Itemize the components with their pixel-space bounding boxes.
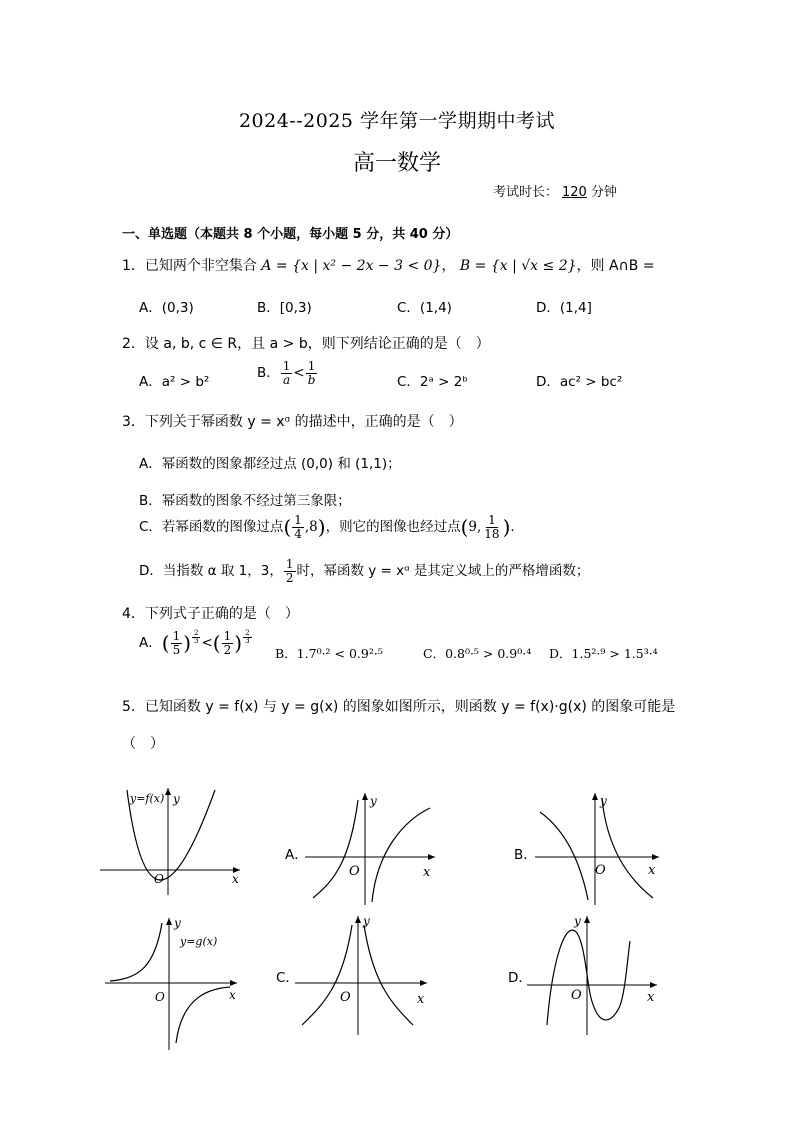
q3-option-d[interactable]: D．当指数 α 取 1，3， $\frac{1}{2}$ 时，幂函数 y = xᵅ 是其定义域上的严格增函数； <box>139 557 590 585</box>
q1-option-c[interactable]: C．(1,4) <box>397 300 452 316</box>
svg-text:O: O <box>571 988 582 1003</box>
g-label: y=g(x) <box>180 935 218 948</box>
q1-set-b: B = {x | √x ≤ 2} <box>459 258 577 274</box>
q1-number: 1． <box>122 258 145 274</box>
q5-option-b-graph[interactable] <box>535 790 665 905</box>
q5-option-a-label[interactable]: A． <box>285 847 308 863</box>
svg-text:O: O <box>349 864 360 879</box>
q3-option-b[interactable]: B．幂函数的图象不经过第三象限； <box>139 493 351 509</box>
q2-option-b[interactable]: B． $\frac{1}{a}$ < $\frac{1}{b}$ <box>257 359 316 387</box>
q5-option-a-graph[interactable] <box>305 790 440 905</box>
exam-title: 2024--2025 学年第一学期期中考试 <box>238 110 556 132</box>
duration-unit: 分钟 <box>590 185 617 200</box>
fraction-1-over-18: $\frac{1}{18}$ <box>484 513 500 541</box>
q5-option-d-label[interactable]: D． <box>508 970 532 986</box>
duration-label: 考试时长： <box>493 185 559 200</box>
q3-option-c[interactable]: C．若幂函数的图像过点( $\frac{1}{4}$ ,8)，则它的图像也经过点(9, $\frac{1}{18}$ ). <box>139 513 515 541</box>
fraction-1-over-2: $\frac{1}{2}$ <box>223 629 232 657</box>
svg-text:O: O <box>155 990 165 1004</box>
fraction-1-over-2: $\frac{1}{2}$ <box>285 557 294 585</box>
svg-text:x: x <box>417 992 425 1007</box>
question-3-stem: 3．下列关于幂函数 y = xᵅ 的描述中，正确的是（ ） <box>122 414 463 430</box>
q3-option-a[interactable]: A．幂函数的图象都经过点 (0,0) 和 (1,1)； <box>139 456 401 472</box>
q2-option-a[interactable]: A．a² > b² <box>139 374 210 390</box>
fraction-1-over-b: $\frac{1}{b}$ <box>307 359 316 387</box>
svg-text:y: y <box>370 794 377 808</box>
q4-option-a[interactable]: A．( $\frac{1}{5}$ ) $\frac{2}{3}$ <( $\frac{1}{2}$ ) $\frac{2}{3}$ <box>139 629 250 657</box>
svg-text:O: O <box>154 872 164 886</box>
svg-text:y: y <box>574 914 581 928</box>
question-2-stem <box>122 333 490 353</box>
q2-option-b-label: B． <box>257 365 280 382</box>
section-title: 一、单选题（本题共 8 个小题，每小题 5 分，共 40 分） <box>122 227 459 242</box>
q2-option-c[interactable]: C．2ᵃ > 2ᵇ <box>397 374 469 390</box>
graph-g <box>105 915 245 1050</box>
question-5-stem: 5．已知函数 y = f(x) 与 y = g(x) 的图象如图所示，则函数 y = f(x)·g(x) 的图象可能是 <box>122 699 676 715</box>
exam-subtitle: 高一数学 <box>352 151 441 176</box>
q1-tail: ，则 A∩B = <box>576 258 655 274</box>
svg-text:O: O <box>595 863 606 878</box>
q5-option-d-graph[interactable] <box>527 913 665 1035</box>
q1-option-d[interactable]: D．(1,4] <box>536 300 592 316</box>
f-label: y=f(x) <box>130 792 165 805</box>
fraction-1-over-5: $\frac{1}{5}$ <box>172 629 181 657</box>
svg-text:y: y <box>174 916 181 930</box>
duration-value: 120 <box>562 185 587 200</box>
exam-duration <box>493 181 617 200</box>
fraction-1-over-a: $\frac{1}{a}$ <box>282 359 291 387</box>
question-5-paren: （ ） <box>122 736 164 752</box>
q2-number: 2． <box>122 336 145 352</box>
q2-option-d[interactable]: D．ac² > bc² <box>536 374 623 390</box>
q5-option-c-graph[interactable] <box>295 913 435 1035</box>
svg-text:x: x <box>648 863 656 878</box>
q4-option-d[interactable]: D．1.5²·⁹ > 1.5³·⁴ <box>549 646 658 661</box>
svg-text:x: x <box>423 865 431 880</box>
q1-text: 已知两个非空集合 <box>144 258 257 274</box>
svg-text:O: O <box>340 990 351 1005</box>
q2-text: 设 a, b, c ∈ R，且 a > b，则下列结论正确的是（ ） <box>144 336 490 352</box>
svg-text:y: y <box>363 914 370 928</box>
svg-text:y: y <box>600 794 607 808</box>
svg-text:x: x <box>647 990 655 1005</box>
q5-option-b-label[interactable]: B． <box>514 847 537 863</box>
q1-option-a[interactable]: A．(0,3) <box>139 300 194 316</box>
svg-text:y: y <box>173 792 180 806</box>
q4-option-c[interactable]: C．0.8⁰·⁵ > 0.9⁰·⁴ <box>423 646 532 661</box>
q4-option-b[interactable]: B．1.7⁰·² < 0.9²·⁵ <box>275 646 383 661</box>
svg-text:x: x <box>232 872 239 886</box>
exponent-2-over-3: $\frac{2}{3}$ <box>245 629 250 646</box>
question-4-stem: 4．下列式子正确的是（ ） <box>122 606 299 622</box>
question-1-stem: 1．已知两个非空集合 A = {x | x² − 2x − 3 < 0}， B = {x | √x ≤ 2}，则 A∩B = <box>122 258 655 274</box>
q5-option-c-label[interactable]: C． <box>276 970 299 986</box>
graph-f <box>100 785 250 895</box>
fraction-1-over-4: $\frac{1}{4}$ <box>294 513 302 541</box>
exponent-2-over-3: $\frac{2}{3}$ <box>194 629 199 646</box>
q1-option-b[interactable]: B．[0,3) <box>257 300 312 316</box>
svg-text:x: x <box>229 988 236 1002</box>
q1-set-a: A = {x | x² − 2x − 3 < 0} <box>261 258 442 274</box>
